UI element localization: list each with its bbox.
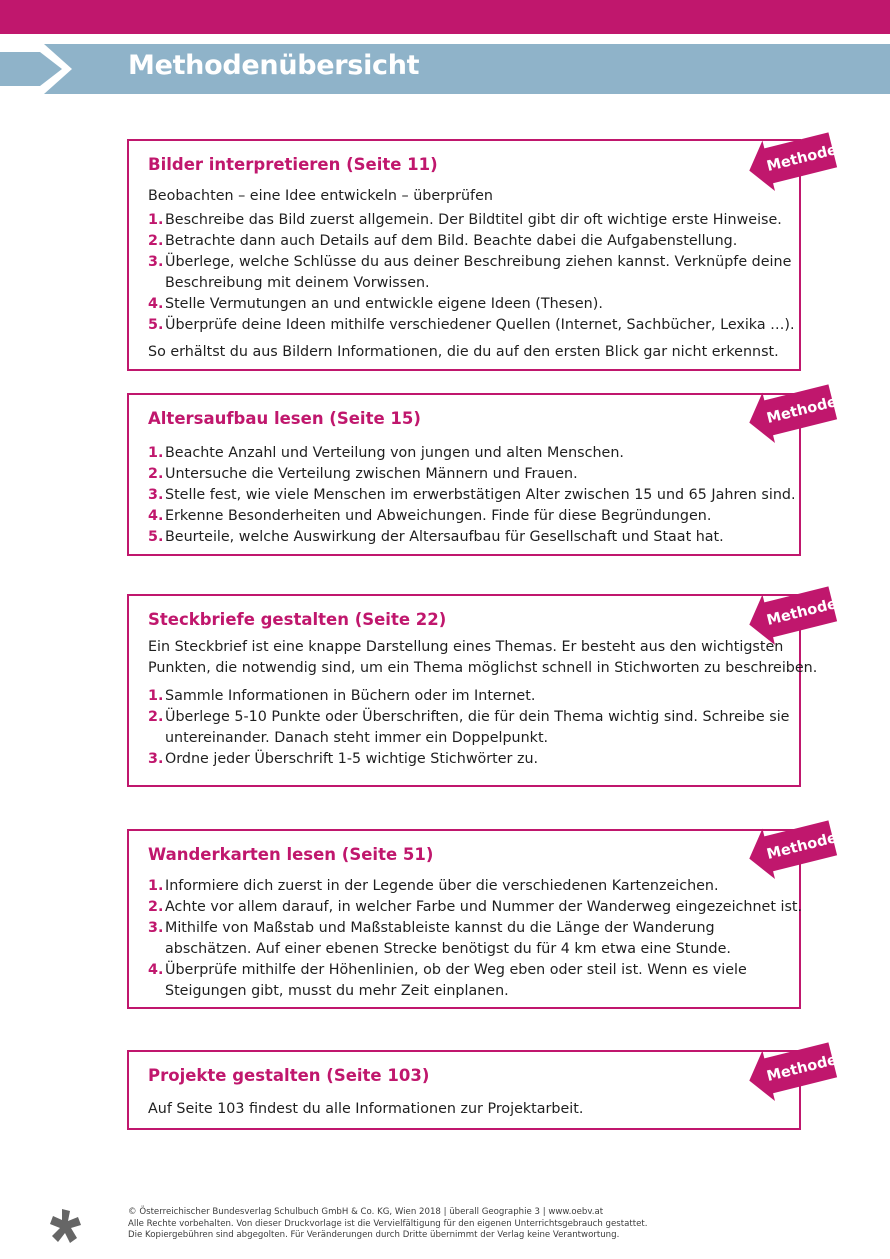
method-title: Projekte gestalten (Seite 103) <box>148 1066 430 1085</box>
methode-label: Methode <box>765 596 839 629</box>
footer-line: Die Kopiergebühren sind abgegolten. Für Veränderungen durch Dritte übernimmt der Verlag keine Verantwortung. <box>128 1230 620 1241</box>
step-list <box>148 210 793 336</box>
methode-tag <box>744 808 840 888</box>
step-text-continued: abschätzen. Auf einer ebenen Strecke benötigst du für 4 km etwa eine Stunde. <box>165 941 731 957</box>
method-title: Wanderkarten lesen (Seite 51) <box>148 845 434 864</box>
step-text: Sammle Informationen in Büchern oder im Internet. <box>165 688 536 704</box>
method-outro: So erhältst du aus Bildern Informationen, die du auf den ersten Blick gar nicht erkennst. <box>148 344 779 360</box>
step-item <box>148 506 793 527</box>
top-accent-bar <box>0 0 890 34</box>
intro-line: Punkten, die notwendig sind, um ein Thema möglichst schnell in Stichworten zu beschreiben. <box>148 660 818 676</box>
methode-label: Methode <box>765 830 839 863</box>
step-text: Überprüfe mithilfe der Höhenlinien, ob der Weg eben oder steil ist. Wenn es viele <box>165 962 747 978</box>
methode-arrow-icon <box>744 808 840 888</box>
step-number: 1. <box>148 212 164 228</box>
step-item <box>148 527 793 548</box>
step-text: Achte vor allem darauf, in welcher Farbe und Nummer der Wanderweg eingezeichnet ist. <box>165 899 803 915</box>
step-number: 4. <box>148 962 164 978</box>
step-text: Beurteile, welche Auswirkung der Altersaufbau für Gesellschaft und Staat hat. <box>165 529 724 545</box>
methode-tag <box>744 1030 840 1110</box>
methode-arrow-icon <box>744 574 840 654</box>
methode-label: Methode <box>765 394 839 427</box>
step-text: Informiere dich zuerst in der Legende über die verschiedenen Kartenzeichen. <box>165 878 719 894</box>
method-title: Bilder interpretieren (Seite 11) <box>148 155 438 174</box>
step-item <box>148 960 793 1002</box>
method-title: Altersaufbau lesen (Seite 15) <box>148 409 421 428</box>
methode-label: Methode <box>765 1052 839 1085</box>
step-item <box>148 485 796 506</box>
step-text: Betrachte dann auch Details auf dem Bild. Beachte dabei die Aufgabenstellung. <box>165 233 738 249</box>
method-box-projekte <box>127 1050 801 1130</box>
step-text: Beachte Anzahl und Verteilung von jungen und alten Menschen. <box>165 445 624 461</box>
step-text: Ordne jeder Überschrift 1-5 wichtige Stichwörter zu. <box>165 751 539 767</box>
copyright-footer <box>128 1207 648 1242</box>
step-item <box>148 897 803 918</box>
footer-line: Alle Rechte vorbehalten. Von dieser Druckvorlage ist die Vervielfältigung für den eigenen Unterrichtsgebrauch gestattet. <box>128 1218 648 1229</box>
method-intro <box>148 637 817 679</box>
step-item <box>148 749 793 770</box>
step-text: Überlege 5-10 Punkte oder Überschriften, die für dein Thema wichtig sind. Schreibe sie <box>165 709 790 725</box>
step-list <box>148 876 803 1002</box>
step-number: 2. <box>148 233 164 249</box>
step-item <box>148 876 793 897</box>
step-item <box>148 464 793 485</box>
method-box-bilder <box>127 139 801 371</box>
step-number: 1. <box>148 688 164 704</box>
footer-line: © Österreichischer Bundesverlag Schulbuch GmbH & Co. KG, Wien 2018 | überall Geographie 3 | www.oebv.at <box>128 1207 604 1217</box>
methode-tag <box>744 372 840 452</box>
page-title: Methodenübersicht <box>128 50 420 81</box>
methode-arrow-icon <box>744 372 840 452</box>
step-text: Mithilfe von Maßstab und Maßstableiste kannst du die Länge der Wanderung <box>165 920 715 936</box>
step-item <box>148 315 793 336</box>
step-text: Beschreibe das Bild zuerst allgemein. Der Bildtitel gibt dir oft wichtige erste Hinweise. <box>165 212 782 228</box>
step-number: 2. <box>148 466 164 482</box>
method-intro: Beobachten – eine Idee entwickeln – überprüfen <box>148 188 493 204</box>
step-item <box>148 231 793 252</box>
step-number: 1. <box>148 878 164 894</box>
step-number: 2. <box>148 709 164 725</box>
methode-tag <box>744 120 840 200</box>
step-number: 3. <box>148 751 164 767</box>
step-text-continued: Steigungen gibt, musst du mehr Zeit einplanen. <box>165 983 509 999</box>
step-item <box>148 918 793 960</box>
publisher-logo-icon <box>48 1207 88 1247</box>
step-number: 4. <box>148 296 164 312</box>
step-list <box>148 443 796 548</box>
step-item <box>148 707 793 749</box>
step-text: Überprüfe deine Ideen mithilfe verschiedener Quellen (Internet, Sachbücher, Lexika …). <box>165 317 795 333</box>
method-title: Steckbriefe gestalten (Seite 22) <box>148 610 447 629</box>
step-number: 1. <box>148 445 164 461</box>
methode-label: Methode <box>765 142 839 175</box>
intro-line: Ein Steckbrief ist eine knappe Darstellung eines Themas. Er besteht aus den wichtigsten <box>148 639 784 655</box>
step-list <box>148 686 793 770</box>
step-item <box>148 294 793 315</box>
step-item <box>148 210 793 231</box>
method-box-wanderkarten <box>127 829 801 1009</box>
method-intro: Auf Seite 103 findest du alle Informationen zur Projektarbeit. <box>148 1101 584 1117</box>
step-text: Untersuche die Verteilung zwischen Männern und Frauen. <box>165 466 578 482</box>
step-text-continued: untereinander. Danach steht immer ein Doppelpunkt. <box>165 730 549 746</box>
step-number: 3. <box>148 254 164 270</box>
arrow-chevron-icon <box>0 30 100 108</box>
step-number: 3. <box>148 920 164 936</box>
step-number: 2. <box>148 899 164 915</box>
methode-arrow-icon <box>744 120 840 200</box>
step-item <box>148 686 793 707</box>
step-text: Stelle Vermutungen an und entwickle eigene Ideen (Thesen). <box>165 296 603 312</box>
step-text: Erkenne Besonderheiten und Abweichungen. Finde für diese Begründungen. <box>165 508 712 524</box>
step-number: 4. <box>148 508 164 524</box>
step-text: Überlege, welche Schlüsse du aus deiner Beschreibung ziehen kannst. Verknüpfe deine <box>165 254 792 270</box>
method-box-altersaufbau <box>127 393 801 556</box>
step-number: 5. <box>148 529 164 545</box>
step-number: 3. <box>148 487 164 503</box>
step-item <box>148 443 793 464</box>
step-item <box>148 252 793 294</box>
methode-arrow-icon <box>744 1030 840 1110</box>
step-text: Stelle fest, wie viele Menschen im erwerbstätigen Alter zwischen 15 und 65 Jahren sind. <box>165 487 796 503</box>
step-number: 5. <box>148 317 164 333</box>
step-text-continued: Beschreibung mit deinem Vorwissen. <box>165 275 430 291</box>
methode-tag <box>744 574 840 654</box>
